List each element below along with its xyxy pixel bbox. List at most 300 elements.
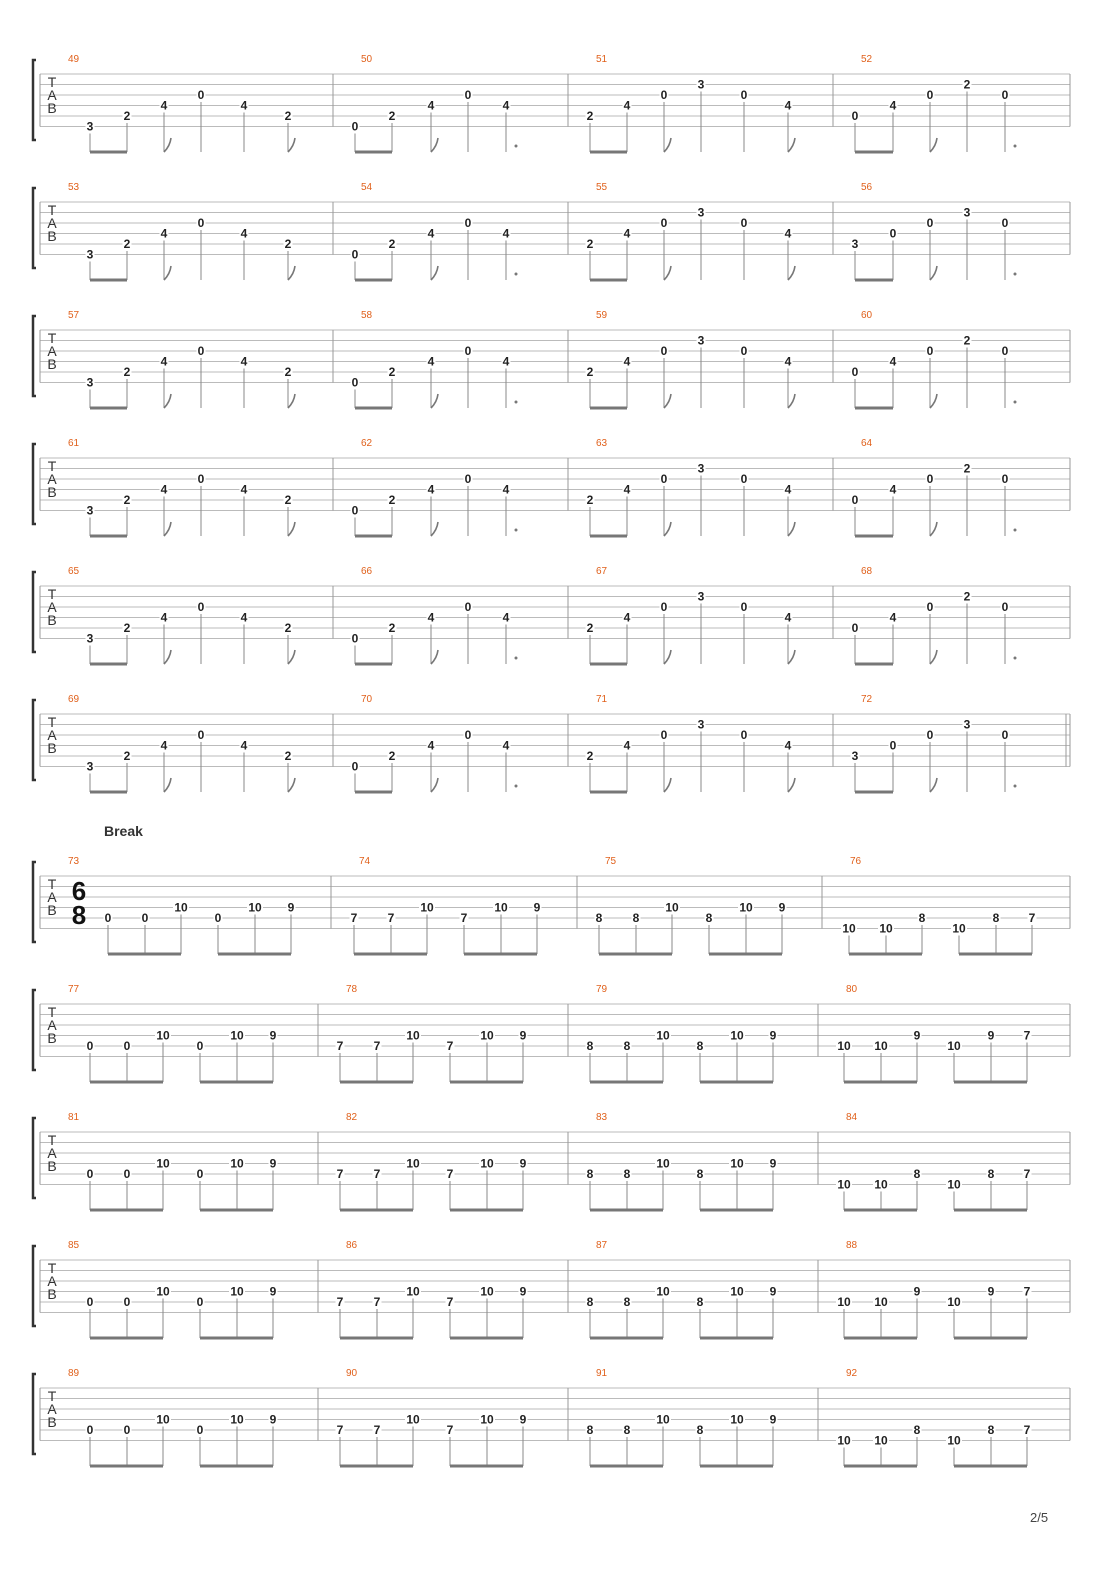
fret-number: 8 [696, 1039, 704, 1053]
fret-number: 7 [373, 1295, 381, 1309]
fret-number: 0 [351, 375, 359, 390]
measure [836, 1240, 1032, 1338]
fret-number: 4 [160, 482, 168, 497]
fret-number: 3 [86, 503, 94, 518]
measure [586, 694, 796, 792]
fret-number: 3 [86, 759, 94, 774]
tab-clef-letter: B [47, 356, 57, 372]
tab-clef-letter: A [47, 343, 57, 359]
note-flag [164, 138, 171, 152]
measure-number: 92 [846, 1368, 858, 1379]
fret-number: 4 [623, 226, 631, 241]
fret-number: 2 [963, 461, 971, 476]
tab-clef-letter: T [47, 330, 57, 346]
fret-number: 7 [1023, 1423, 1031, 1437]
fret-number: 0 [740, 216, 748, 230]
augmentation-dot [1014, 785, 1017, 788]
measure [351, 694, 518, 792]
fret-number: 4 [502, 738, 510, 753]
measure [68, 856, 296, 954]
fret-number: 2 [284, 749, 292, 763]
fret-number: 8 [586, 1295, 594, 1309]
system-bracket [33, 990, 36, 1070]
fret-number: 0 [86, 1295, 94, 1309]
tab-clef-letter: A [47, 1145, 57, 1161]
measure-number: 82 [346, 1112, 358, 1123]
fret-number: 3 [697, 333, 705, 348]
measure [841, 856, 1037, 954]
fret-number: 9 [769, 1412, 777, 1427]
augmentation-dot [1014, 529, 1017, 532]
fret-number: 0 [926, 728, 934, 742]
fret-number: 2 [586, 365, 594, 379]
fret-number: 2 [388, 493, 396, 507]
measure-number: 81 [68, 1112, 80, 1123]
fret-number: 3 [963, 717, 971, 732]
measure [836, 1112, 1032, 1210]
fret-number: 4 [240, 226, 248, 241]
note-flag [788, 522, 795, 536]
fret-number: 2 [586, 749, 594, 763]
fret-number: 0 [660, 728, 668, 742]
measure [351, 438, 518, 536]
fret-number: 7 [373, 1423, 381, 1437]
system-bracket [33, 700, 36, 780]
measure [336, 984, 528, 1082]
tab-clef-letter: B [47, 902, 57, 918]
measure-number: 63 [596, 438, 608, 449]
measure-number: 90 [346, 1368, 358, 1379]
fret-number: 0 [197, 216, 205, 230]
fret-number: 0 [660, 216, 668, 230]
fret-number: 10 [174, 900, 188, 915]
section-label: Break [104, 823, 143, 839]
system-bracket [33, 188, 36, 268]
fret-number: 0 [660, 472, 668, 486]
fret-number: 8 [586, 1423, 594, 1437]
tab-clef-letter: A [47, 1017, 57, 1033]
fret-number: 4 [160, 738, 168, 753]
augmentation-dot [1014, 657, 1017, 660]
fret-number: 2 [963, 333, 971, 348]
tab-clef-letter: B [47, 1414, 57, 1430]
fret-number: 4 [240, 354, 248, 369]
fret-number: 9 [287, 900, 295, 915]
measure [336, 1112, 528, 1210]
fret-number: 4 [502, 98, 510, 113]
measure-number: 73 [68, 856, 80, 867]
fret-number: 0 [889, 226, 897, 241]
tab-clef-letter: B [47, 1158, 57, 1174]
fret-number: 10 [947, 1039, 961, 1053]
fret-number: 10 [739, 900, 753, 915]
measure [350, 856, 542, 954]
note-flag [288, 522, 295, 536]
note-flag [930, 522, 937, 536]
measure-number: 71 [596, 694, 608, 705]
note-flag [164, 394, 171, 408]
measure [586, 182, 796, 280]
system-bracket [33, 1118, 36, 1198]
fret-number: 10 [874, 1039, 888, 1053]
fret-number: 10 [156, 1028, 170, 1043]
fret-number: 8 [705, 911, 713, 925]
fret-number: 9 [519, 1028, 527, 1043]
fret-number: 10 [480, 1028, 494, 1043]
fret-number: 0 [196, 1039, 204, 1053]
measure [68, 438, 295, 536]
fret-number: 0 [1001, 728, 1009, 742]
tab-clef-letter: A [47, 599, 57, 615]
measure [836, 1368, 1032, 1466]
tab-clef-letter: B [47, 100, 57, 116]
fret-number: 10 [874, 1295, 888, 1309]
fret-number: 0 [86, 1167, 94, 1181]
fret-number: 4 [889, 482, 897, 497]
fret-number: 0 [214, 911, 222, 925]
measure-number: 80 [846, 984, 858, 995]
fret-number: 9 [269, 1412, 277, 1427]
tab-clef-letter: T [47, 1260, 57, 1276]
fret-number: 4 [623, 610, 631, 625]
measure-number: 84 [846, 1112, 858, 1123]
note-flag [431, 522, 438, 536]
fret-number: 10 [952, 921, 966, 936]
measure-number: 79 [596, 984, 608, 995]
fret-number: 0 [123, 1167, 131, 1181]
measure [68, 1112, 278, 1210]
note-flag [788, 266, 795, 280]
fret-number: 2 [388, 749, 396, 763]
fret-number: 7 [336, 1295, 344, 1309]
fret-number: 8 [586, 1167, 594, 1181]
fret-number: 2 [284, 621, 292, 635]
augmentation-dot [1014, 145, 1017, 148]
fret-number: 7 [446, 1295, 454, 1309]
tab-system [33, 438, 1070, 536]
page-number: 2/5 [1030, 1510, 1049, 1525]
fret-number: 4 [160, 610, 168, 625]
tab-clef-letter: A [47, 889, 57, 905]
fret-number: 10 [656, 1156, 670, 1171]
fret-number: 9 [769, 1156, 777, 1171]
fret-number: 2 [123, 749, 131, 763]
measure-number: 74 [359, 856, 371, 867]
note-flag [288, 266, 295, 280]
measure-number: 59 [596, 310, 608, 321]
fret-number: 4 [240, 610, 248, 625]
fret-number: 10 [730, 1284, 744, 1299]
fret-number: 0 [197, 728, 205, 742]
measure-number: 66 [361, 566, 373, 577]
fret-number: 8 [918, 911, 926, 925]
system-bracket [33, 444, 36, 524]
fret-number: 4 [427, 354, 435, 369]
fret-number: 0 [1001, 216, 1009, 230]
measure [586, 438, 796, 536]
fret-number: 0 [197, 344, 205, 358]
fret-number: 0 [926, 216, 934, 230]
fret-number: 0 [197, 472, 205, 486]
system-bracket [33, 1374, 36, 1454]
fret-number: 0 [740, 600, 748, 614]
tab-clef-letter: T [47, 876, 57, 892]
fret-number: 3 [851, 237, 859, 251]
tab-system [33, 566, 1070, 664]
measure-number: 68 [861, 566, 873, 577]
fret-number: 2 [123, 365, 131, 379]
note-flag [788, 394, 795, 408]
fret-number: 8 [987, 1423, 995, 1437]
measure-number: 86 [346, 1240, 358, 1251]
tab-clef-letter: B [47, 484, 57, 500]
fret-number: 0 [464, 600, 472, 614]
augmentation-dot [515, 273, 518, 276]
fret-number: 7 [336, 1039, 344, 1053]
measure-number: 60 [861, 310, 873, 321]
fret-number: 0 [464, 88, 472, 102]
fret-number: 4 [889, 610, 897, 625]
note-flag [164, 522, 171, 536]
tab-system [33, 823, 1070, 954]
measure-number: 51 [596, 54, 608, 65]
measure-number: 52 [861, 54, 873, 65]
fret-number: 0 [464, 344, 472, 358]
measure-number: 70 [361, 694, 373, 705]
measure [586, 54, 796, 152]
fret-number: 8 [586, 1039, 594, 1053]
fret-number: 0 [464, 728, 472, 742]
fret-number: 10 [947, 1177, 961, 1192]
fret-number: 0 [351, 759, 359, 774]
note-flag [664, 138, 671, 152]
fret-number: 0 [926, 88, 934, 102]
fret-number: 10 [406, 1284, 420, 1299]
note-flag [288, 778, 295, 792]
measure [586, 566, 796, 664]
fret-number: 8 [696, 1295, 704, 1309]
fret-number: 2 [586, 493, 594, 507]
note-flag [930, 394, 937, 408]
fret-number: 0 [926, 344, 934, 358]
fret-number: 3 [697, 461, 705, 476]
fret-number: 0 [86, 1423, 94, 1437]
tab-clef-letter: T [47, 74, 57, 90]
note-flag [431, 650, 438, 664]
fret-number: 4 [502, 610, 510, 625]
note-flag [664, 394, 671, 408]
fret-number: 7 [1023, 1284, 1031, 1299]
note-flag [930, 650, 937, 664]
measure [68, 182, 295, 280]
fret-number: 2 [284, 493, 292, 507]
measure-number: 54 [361, 182, 373, 193]
fret-number: 2 [388, 237, 396, 251]
time-signature-numerator: 6 [71, 876, 87, 906]
fret-number: 10 [156, 1156, 170, 1171]
fret-number: 0 [196, 1423, 204, 1437]
fret-number: 0 [123, 1039, 131, 1053]
measure [68, 694, 295, 792]
fret-number: 0 [351, 503, 359, 518]
fret-number: 0 [660, 600, 668, 614]
note-flag [788, 778, 795, 792]
fret-number: 0 [464, 472, 472, 486]
augmentation-dot [515, 785, 518, 788]
fret-number: 3 [851, 749, 859, 763]
note-flag [431, 138, 438, 152]
note-flag [164, 650, 171, 664]
fret-number: 0 [926, 472, 934, 486]
fret-number: 10 [656, 1284, 670, 1299]
fret-number: 7 [350, 911, 358, 925]
measure [586, 1240, 778, 1338]
fret-number: 10 [730, 1412, 744, 1427]
fret-number: 8 [696, 1423, 704, 1437]
fret-number: 8 [992, 911, 1000, 925]
measure [68, 566, 295, 664]
time-signature-denominator: 8 [71, 900, 87, 930]
fret-number: 8 [913, 1423, 921, 1437]
tab-system [33, 694, 1070, 792]
tab-clef-letter: T [47, 1132, 57, 1148]
note-flag [431, 394, 438, 408]
fret-number: 4 [427, 610, 435, 625]
fret-number: 3 [697, 717, 705, 732]
system-bracket [33, 60, 36, 140]
fret-number: 0 [889, 738, 897, 753]
fret-number: 2 [388, 365, 396, 379]
fret-number: 7 [373, 1167, 381, 1181]
tab-clef-letter: B [47, 1030, 57, 1046]
fret-number: 0 [851, 109, 859, 123]
fret-number: 7 [1023, 1028, 1031, 1043]
fret-number: 4 [784, 354, 792, 369]
fret-number: 4 [784, 610, 792, 625]
measure [851, 438, 1017, 536]
tab-clef-letter: T [47, 586, 57, 602]
augmentation-dot [515, 657, 518, 660]
fret-number: 9 [519, 1284, 527, 1299]
fret-number: 7 [336, 1423, 344, 1437]
system-bracket [33, 316, 36, 396]
measure-number: 72 [861, 694, 873, 705]
fret-number: 0 [740, 344, 748, 358]
measure-number: 89 [68, 1368, 80, 1379]
measure [851, 566, 1017, 664]
fret-number: 0 [660, 344, 668, 358]
fret-number: 0 [464, 216, 472, 230]
fret-number: 10 [230, 1028, 244, 1043]
tab-clef-letter: T [47, 714, 57, 730]
fret-number: 0 [851, 365, 859, 379]
measure-number: 85 [68, 1240, 80, 1251]
fret-number: 2 [284, 109, 292, 123]
measure-number: 83 [596, 1112, 608, 1123]
tab-clef-letter: T [47, 1004, 57, 1020]
fret-number: 9 [269, 1028, 277, 1043]
note-flag [164, 778, 171, 792]
fret-number: 4 [427, 226, 435, 241]
fret-number: 4 [240, 738, 248, 753]
fret-number: 8 [987, 1167, 995, 1181]
fret-number: 10 [480, 1156, 494, 1171]
fret-number: 4 [240, 98, 248, 113]
measure [586, 310, 796, 408]
fret-number: 7 [1023, 1167, 1031, 1181]
fret-number: 0 [123, 1295, 131, 1309]
measure [68, 310, 295, 408]
fret-number: 10 [837, 1295, 851, 1309]
fret-number: 2 [963, 77, 971, 92]
fret-number: 3 [86, 375, 94, 390]
fret-number: 7 [460, 911, 468, 925]
measure-number: 67 [596, 566, 608, 577]
tab-clef-letter: A [47, 215, 57, 231]
note-flag [288, 650, 295, 664]
augmentation-dot [515, 401, 518, 404]
fret-number: 2 [123, 237, 131, 251]
fret-number: 4 [784, 226, 792, 241]
fret-number: 3 [86, 631, 94, 646]
fret-number: 9 [913, 1284, 921, 1299]
fret-number: 0 [197, 600, 205, 614]
measure-number: 64 [861, 438, 873, 449]
fret-number: 10 [406, 1412, 420, 1427]
fret-number: 3 [697, 77, 705, 92]
measure [336, 1240, 528, 1338]
note-flag [664, 650, 671, 664]
measure-number: 62 [361, 438, 373, 449]
tab-clef-letter: T [47, 458, 57, 474]
measure [836, 984, 1032, 1082]
measure [351, 54, 518, 152]
fret-number: 0 [86, 1039, 94, 1053]
augmentation-dot [1014, 273, 1017, 276]
fret-number: 10 [730, 1156, 744, 1171]
note-flag [288, 138, 295, 152]
measure-number: 61 [68, 438, 80, 449]
fret-number: 4 [427, 98, 435, 113]
fret-number: 4 [160, 226, 168, 241]
fret-number: 7 [446, 1167, 454, 1181]
fret-number: 10 [874, 1433, 888, 1448]
measure [351, 182, 518, 280]
fret-number: 7 [387, 911, 395, 925]
fret-number: 7 [446, 1039, 454, 1053]
fret-number: 4 [784, 482, 792, 497]
fret-number: 10 [837, 1039, 851, 1053]
fret-number: 10 [874, 1177, 888, 1192]
fret-number: 8 [696, 1167, 704, 1181]
tab-clef-letter: A [47, 471, 57, 487]
note-flag [788, 138, 795, 152]
fret-number: 10 [837, 1433, 851, 1448]
fret-number: 10 [947, 1433, 961, 1448]
fret-number: 7 [336, 1167, 344, 1181]
fret-number: 3 [697, 205, 705, 220]
fret-number: 8 [913, 1167, 921, 1181]
fret-number: 8 [623, 1295, 631, 1309]
fret-number: 0 [926, 600, 934, 614]
fret-number: 8 [623, 1423, 631, 1437]
fret-number: 4 [889, 98, 897, 113]
note-flag [930, 266, 937, 280]
note-flag [788, 650, 795, 664]
fret-number: 4 [623, 738, 631, 753]
fret-number: 7 [446, 1423, 454, 1437]
fret-number: 10 [842, 921, 856, 936]
